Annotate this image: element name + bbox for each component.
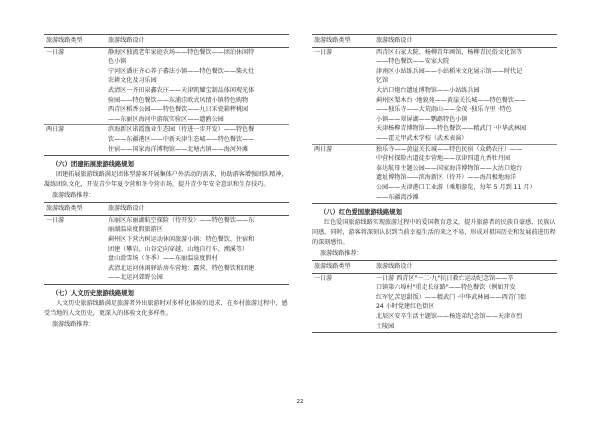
route-line: 东丽区东丽湖航空探险（待开发）——特色餐饮——东 xyxy=(108,216,255,224)
route-type xyxy=(312,67,374,86)
route-design xyxy=(374,67,557,86)
route-type xyxy=(44,67,106,86)
route-design xyxy=(374,164,557,204)
route-line: 口镇第六埠村"重走长征路"——特色餐饮（例如开发 xyxy=(376,284,516,292)
recommend-label: 旅游线路推荐： xyxy=(52,320,95,328)
route-design xyxy=(374,124,557,144)
route-table-countryside xyxy=(44,34,289,156)
route-line: 住宿——国家海洋博物馆——北塘古镇——海河外滩 xyxy=(108,145,249,153)
table-row xyxy=(44,215,289,235)
route-line: 红军忆苦思甜饭）——精武门 ·中华武林园——西青门街 xyxy=(376,293,527,301)
route-line: 西青区稻香公园——特色餐饮——九日禾瓷箱秤桃园 xyxy=(108,106,249,114)
route-type xyxy=(312,124,374,144)
recommend-label: 旅游线路推荐： xyxy=(52,192,95,200)
route-line: 丽湖温泉度假旅游区 xyxy=(108,226,163,234)
route-type xyxy=(312,164,374,204)
section-paragraph-cultural-history: 人文历史旅游线路满足旅游者外出旅游时对多样化体验的追求，在乡村旅游过程中，感受当地的人文历史，更深入的体验文化多样性。 xyxy=(44,299,288,317)
route-line: 滨海新区诺霞渔业生态园（待进一步开发）——特色餐 xyxy=(108,126,255,134)
route-design xyxy=(374,96,557,125)
route-design xyxy=(106,125,289,156)
table-row xyxy=(312,86,557,96)
table-header xyxy=(312,35,557,48)
route-line: 宁河区潘庄齐心养子蕃法小镇——特色餐饮——柴火灶 xyxy=(108,67,255,75)
route-table-red-patriotic xyxy=(312,260,557,333)
route-design xyxy=(374,312,557,333)
route-line: 中营村探险古道徒步营地——京津四道九香牡丹园 xyxy=(376,155,511,163)
column-header-type: 旅游线路类型 xyxy=(312,35,374,48)
right-column xyxy=(312,34,557,333)
section-heading-red-patriotic: （八）红色爱国旅游线路规划 xyxy=(320,209,402,217)
route-design xyxy=(106,67,289,86)
page-number: 22 xyxy=(296,399,304,405)
route-type xyxy=(44,264,106,285)
route-type: 一日游 xyxy=(46,216,65,224)
table-row xyxy=(312,124,557,144)
route-line: 一日游 西青区"一二·九"抗日救亡运动纪念馆——辛 xyxy=(376,274,514,282)
route-design xyxy=(106,264,289,285)
route-type xyxy=(44,105,106,125)
route-design xyxy=(374,273,557,312)
route-line: 津南区小站练兵园——小站稻米文化展示馆——时代记 xyxy=(376,67,523,75)
route-line: 士陵园 xyxy=(376,322,395,330)
route-line: 蓟州区梨木台 ·地貌苑——黄崖关长城——特色餐饮—— xyxy=(376,96,527,104)
route-design xyxy=(106,86,289,105)
route-line: 大沽口炮台遗址博物馆——小站练兵园 xyxy=(376,86,480,94)
route-type: 两日游 xyxy=(312,144,374,164)
route-design xyxy=(106,215,289,235)
route-line: 武清区一齐田泉鑫农庄——天津凯耀宝制品体闲观光体 xyxy=(108,86,255,94)
route-design xyxy=(106,254,289,264)
route-design xyxy=(374,86,557,96)
route-type xyxy=(44,86,106,105)
recommend-label: 旅游线路推荐： xyxy=(320,250,363,258)
table-row xyxy=(312,47,557,67)
route-design xyxy=(374,47,557,67)
column-header-design: 旅游线路设计 xyxy=(374,35,557,48)
section-paragraph-team-building: 团建拓展旅游线路满足团体型游客开展集体户外活动的需求，协助游客增强团队精神，凝练团队文化，开发青少年夏令营和冬令营市场，提升青少年安全意识和生存技巧。 xyxy=(44,171,288,189)
route-line: 农耕文化及习乐园 xyxy=(108,77,157,85)
table-row xyxy=(312,273,557,312)
route-type: 一日游 xyxy=(46,48,65,56)
route-line: ——独乐寺——大荒雨山——金茂 ·独乐寺里 ·特色 xyxy=(376,106,512,114)
route-line: 色小镇 xyxy=(108,58,127,66)
route-design xyxy=(106,47,289,67)
section-paragraph-red-patriotic: 红色爱国旅游线路实现旅游过程中的爱国教育意义，提升旅游者的民族自豪感、民族认同感，同时，游客将深刻认识到当前幸福生活的来之不易，形成对祖国历史和发展前进历程的深刻感悟。 xyxy=(312,219,556,247)
route-line: 忆馆 xyxy=(376,77,389,85)
route-line: 西青区石家大院、杨柳青年画馆、杨柳青民俗文化馆等 xyxy=(376,48,523,56)
table-row xyxy=(44,125,289,156)
table-row xyxy=(312,96,557,125)
route-design xyxy=(106,105,289,125)
route-design xyxy=(374,144,557,164)
table-row xyxy=(44,86,289,105)
table-row xyxy=(312,67,557,86)
route-line: 团建（攀岩、山谷定向穿越、山地自行车、溯溪等） xyxy=(108,245,249,253)
column-header-design: 旅游线路设计 xyxy=(106,203,289,216)
table-row xyxy=(44,67,289,86)
column-header-type: 旅游线路类型 xyxy=(44,35,106,48)
table-row xyxy=(44,254,289,264)
route-line: 天津杨柳青博物馆——特色餐饮——精武门 ·中华武林园 xyxy=(376,125,527,133)
route-line: 武清北运河休闲驿站房车营地：露营、特色餐饮和团建 xyxy=(108,264,255,272)
route-line: ——特色餐饮——安家大院 xyxy=(376,58,450,66)
route-line: 静海区独流老年家庭农场——特色餐饮——团泊休闲特 xyxy=(108,48,255,56)
route-type xyxy=(312,96,374,125)
route-line: 饮——东疆港区——中新天津生态城——特色餐饮—— xyxy=(108,135,255,143)
route-type xyxy=(44,254,106,264)
route-line: ——北运河郊野公园 xyxy=(108,274,163,282)
route-line: ——霍元甲武术学校（武术表演） xyxy=(376,134,468,142)
table-row xyxy=(312,164,557,204)
column-header-type: 旅游线路类型 xyxy=(312,261,374,274)
table-header xyxy=(44,203,289,216)
route-type xyxy=(312,86,374,96)
table-header xyxy=(312,261,557,274)
route-line: 遗址博物馆——滨海新区（待开）——海昌极地海洋 xyxy=(376,174,517,182)
route-table-team-building xyxy=(44,202,289,285)
table-row xyxy=(44,264,289,285)
route-type: 两日游 xyxy=(44,125,106,156)
table-row xyxy=(312,312,557,333)
route-line: 验园——特色餐饮——东浦洼欧式风情小镇特色购物 xyxy=(108,96,249,104)
route-line: 小镇——翠屏湖——鹦鹉特色小镇 xyxy=(376,115,468,123)
table-header xyxy=(44,35,289,48)
column-header-design: 旅游线路设计 xyxy=(106,35,289,48)
route-line: 公园——天津港口工业游（乘船游览，每年 5 月到 11 月） xyxy=(376,183,536,191)
section-heading-team-building: （六）团建拓展旅游线路规划 xyxy=(52,161,134,169)
route-design xyxy=(106,235,289,254)
table-row xyxy=(312,144,557,164)
route-line: ——东丽区海河中游航实验区——遗鸥公园 xyxy=(108,115,224,123)
table-row xyxy=(44,105,289,125)
column-header-design: 旅游线路设计 xyxy=(374,261,557,274)
section-heading-cultural-history: （七）人文历史旅游线路规划 xyxy=(52,289,134,297)
route-line: 北辰区安辛生活主题馆——杨连弟纪念馆——天津市烈 xyxy=(376,313,523,321)
route-table-cultural-history xyxy=(312,34,557,204)
route-type: 一日游 xyxy=(314,48,333,56)
route-line: 盘山滑雪场（冬季）——东丽温泉度假村 xyxy=(108,255,218,263)
table-row xyxy=(44,235,289,254)
column-header-type: 旅游线路类型 xyxy=(44,203,106,216)
table-row xyxy=(44,47,289,67)
left-column xyxy=(44,34,289,331)
route-type xyxy=(312,312,374,333)
route-line: 独乐寺——黄崖关长城——特色民宿（众鹤农庄）—— xyxy=(376,145,523,153)
route-line: ——东疆湾沙滩 xyxy=(376,193,419,201)
route-line: 24 小时党建红色街区 xyxy=(376,303,435,311)
route-line: 泰达航母主题公园——国家海洋博物馆——大沽口炮台 xyxy=(376,164,523,172)
route-type: 一日游 xyxy=(314,274,333,282)
route-type xyxy=(44,235,106,254)
route-line: 蓟州区下营古树运动休闲旅游小镇：特色餐饮、住宿和 xyxy=(108,235,255,243)
